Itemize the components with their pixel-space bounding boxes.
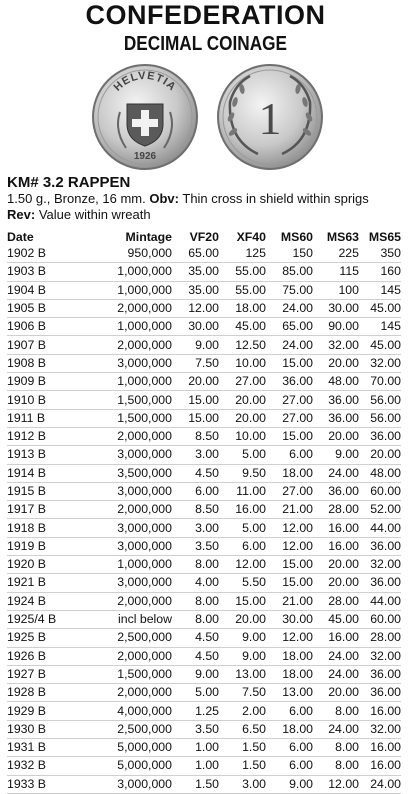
table-cell: 12.00 [219,556,266,574]
table-cell: 18.00 [219,299,266,317]
table-cell: 1925/4 B [7,610,69,628]
table-cell: 1.25 [172,702,219,720]
table-cell: 12.00 [266,519,313,537]
table-cell: 24.00 [313,647,359,665]
table-cell: 1,500,000 [69,391,172,409]
table-cell: 1.00 [172,757,219,775]
table-cell: 36.00 [266,373,313,391]
table-cell: 45.00 [219,318,266,336]
rev-label: Rev: [7,207,36,222]
table-cell: 8.50 [172,501,219,519]
table-cell: 24.00 [266,299,313,317]
table-cell: incl below [69,610,172,628]
table-cell: 20.00 [219,610,266,628]
table-cell: 15.00 [172,391,219,409]
table-cell: 3.50 [172,720,219,738]
table-cell: 44.00 [359,519,401,537]
table-cell: 24.00 [313,464,359,482]
table-cell: 52.00 [359,501,401,519]
table-cell: 30.00 [172,318,219,336]
table-cell: 21.00 [266,501,313,519]
table-cell: 225 [313,245,359,263]
table-cell: 1913 B [7,446,69,464]
table-cell: 32.00 [359,720,401,738]
table-body [7,245,401,793]
table-row [7,373,401,391]
table-row [7,427,401,445]
table-row [7,684,401,702]
table-cell: 90.00 [313,318,359,336]
table-cell: 9.00 [313,446,359,464]
table-cell: 1931 B [7,739,69,757]
table-cell: 6.00 [172,482,219,500]
table-cell: 3,000,000 [69,482,172,500]
table-cell: 8.00 [172,556,219,574]
table-row [7,610,401,628]
table-cell: 27.00 [266,409,313,427]
table-cell: 1933 B [7,775,69,793]
table-cell: 350 [359,245,401,263]
table-cell: 24.00 [313,665,359,683]
table-cell: 45.00 [359,336,401,354]
table-cell: 36.00 [359,574,401,592]
table-cell: 16.00 [313,629,359,647]
table-cell: 9.00 [219,629,266,647]
header-date: Date [7,229,34,244]
table-cell: 1,000,000 [69,556,172,574]
table-cell: 3,000,000 [69,446,172,464]
catalog-number: KM# 3.2 RAPPEN [7,174,131,191]
table-cell: 36.00 [359,684,401,702]
table-cell: 6.00 [266,446,313,464]
table-cell: 55.00 [219,263,266,281]
table-cell: 1,000,000 [69,263,172,281]
table-cell: 30.00 [266,610,313,628]
table-cell: 9.00 [266,775,313,793]
page-title: CONFEDERATION [85,0,326,30]
table-row [7,537,401,555]
table-cell: 24.00 [359,775,401,793]
table-cell: 16.00 [313,519,359,537]
table-cell: 9.00 [219,647,266,665]
table-row [7,629,401,647]
table-cell: 3.00 [172,519,219,537]
table-cell: 9.00 [172,336,219,354]
table-cell: 32.00 [359,647,401,665]
table-cell: 65.00 [266,318,313,336]
table-cell: 18.00 [266,665,313,683]
table-cell: 8.00 [313,739,359,757]
table-cell: 125 [219,245,266,263]
rev-text: Value within wreath [38,207,151,222]
table-cell: 2,000,000 [69,684,172,702]
table-cell: 36.00 [359,427,401,445]
table-cell: 1.50 [219,757,266,775]
table-cell: 1.00 [172,739,219,757]
obverse-coin [93,65,197,169]
table-cell: 2,500,000 [69,629,172,647]
table-cell: 2,000,000 [69,647,172,665]
table-cell: 30.00 [313,299,359,317]
table-cell: 3.00 [219,775,266,793]
table-cell: 2,500,000 [69,720,172,738]
header-xf40: XF40 [236,229,266,244]
table-cell: 16.00 [313,537,359,555]
table-cell: 3.50 [172,537,219,555]
table-cell: 6.00 [266,757,313,775]
coin-specs [7,191,369,207]
table-cell: 2,000,000 [69,336,172,354]
obv-label: Obv: [149,191,179,206]
table-cell: 1924 B [7,592,69,610]
table-cell: 8.00 [313,757,359,775]
table-cell: 1.50 [219,739,266,757]
table-row [7,409,401,427]
table-cell: 5.00 [219,519,266,537]
table-cell: 1919 B [7,537,69,555]
table-cell: 1.50 [172,775,219,793]
table-cell: 36.00 [313,482,359,500]
table-cell: 18.00 [266,464,313,482]
table-cell: 20.00 [313,427,359,445]
table-cell: 5,000,000 [69,739,172,757]
header-ms60: MS60 [280,229,313,244]
table-cell: 15.00 [266,574,313,592]
table-cell: 20.00 [219,391,266,409]
mintage-price-table [7,228,401,794]
coin-images [90,62,325,172]
table-cell: 1902 B [7,245,69,263]
table-cell: 1927 B [7,665,69,683]
table-cell: 1905 B [7,299,69,317]
table-cell: 15.00 [266,556,313,574]
table-cell: 150 [266,245,313,263]
table-cell: 21.00 [266,592,313,610]
table-row [7,354,401,372]
table-row [7,446,401,464]
obverse-date-text: 1926 [133,151,157,162]
table-cell: 75.00 [266,281,313,299]
table-cell: 32.00 [313,336,359,354]
table-cell: 6.00 [266,739,313,757]
table-row [7,281,401,299]
table-cell: 60.00 [359,610,401,628]
table-row [7,574,401,592]
table-cell: 2.00 [219,702,266,720]
table-cell: 1921 B [7,574,69,592]
table-row [7,702,401,720]
table-cell: 27.00 [219,373,266,391]
table-cell: 28.00 [313,501,359,519]
table-cell: 6.00 [219,537,266,555]
table-cell: 3,500,000 [69,464,172,482]
table-cell: 4.50 [172,464,219,482]
obv-text: Thin cross in shield within sprigs [182,191,369,206]
table-cell: 8.50 [172,427,219,445]
table-cell: 15.00 [219,592,266,610]
table-cell: 11.00 [219,482,266,500]
table-cell: 3.00 [172,446,219,464]
reverse-coin [218,65,322,169]
header-ms63: MS63 [326,229,359,244]
table-cell: 56.00 [359,391,401,409]
table-cell: 2,000,000 [69,299,172,317]
table-cell: 1,000,000 [69,318,172,336]
header-ms65: MS65 [368,229,401,244]
table-cell: 24.00 [266,336,313,354]
table-cell: 20.00 [313,556,359,574]
table-cell: 12.50 [219,336,266,354]
table-cell: 20.00 [219,409,266,427]
table-cell: 45.00 [313,610,359,628]
table-cell: 32.00 [359,556,401,574]
header-vf20: VF20 [189,229,219,244]
table-cell: 16.00 [359,757,401,775]
obverse-legend-text: HELVETIA [111,69,179,94]
table-cell: 4,000,000 [69,702,172,720]
table-row [7,299,401,317]
table-cell: 3,000,000 [69,574,172,592]
table-cell: 1914 B [7,464,69,482]
table-cell: 5.00 [172,684,219,702]
table-cell: 20.00 [313,684,359,702]
table-cell: 9.50 [219,464,266,482]
table-cell: 48.00 [313,373,359,391]
table-cell: 44.00 [359,592,401,610]
table-cell: 27.00 [266,391,313,409]
table-cell: 1910 B [7,391,69,409]
reverse-description [7,207,151,223]
table-cell: 36.00 [359,665,401,683]
table-cell: 2,000,000 [69,427,172,445]
table-cell: 3,000,000 [69,775,172,793]
table-cell: 15.00 [266,427,313,445]
table-cell: 18.00 [266,720,313,738]
table-cell: 1903 B [7,263,69,281]
table-cell: 8.00 [172,592,219,610]
table-cell: 145 [359,281,401,299]
table-cell: 1925 B [7,629,69,647]
table-cell: 1929 B [7,702,69,720]
table-cell: 1909 B [7,373,69,391]
table-cell: 9.00 [172,665,219,683]
header-mintage: Mintage [125,229,172,244]
table-cell: 1,000,000 [69,373,172,391]
table-cell: 56.00 [359,409,401,427]
specs-text: 1.50 g., Bronze, 16 mm. [7,191,146,206]
table-cell: 3,000,000 [69,354,172,372]
table-cell: 1928 B [7,684,69,702]
page-subtitle: DECIMAL COINAGE [123,33,287,55]
table-cell: 1,500,000 [69,409,172,427]
table-cell: 24.00 [313,720,359,738]
table-cell: 15.00 [172,409,219,427]
table-row [7,739,401,757]
table-cell: 1918 B [7,519,69,537]
table-row [7,318,401,336]
table-cell: 100 [313,281,359,299]
table-cell: 1917 B [7,501,69,519]
table-cell: 60.00 [359,482,401,500]
table-row [7,775,401,793]
table-cell: 16.00 [359,739,401,757]
table-cell: 1907 B [7,336,69,354]
table-cell: 7.50 [219,684,266,702]
table-row [7,665,401,683]
table-cell: 1932 B [7,757,69,775]
table-row [7,519,401,537]
table-cell: 48.00 [359,464,401,482]
table-cell: 4.50 [172,647,219,665]
table-row [7,482,401,500]
table-cell: 1926 B [7,647,69,665]
table-cell: 20.00 [359,446,401,464]
table-cell: 12.00 [266,537,313,555]
table-cell: 45.00 [359,299,401,317]
table-cell: 115 [313,263,359,281]
table-cell: 1,500,000 [69,665,172,683]
table-row [7,336,401,354]
table-cell: 12.00 [266,629,313,647]
table-cell: 4.00 [172,574,219,592]
table-cell: 12.00 [172,299,219,317]
table-cell: 15.00 [266,354,313,372]
table-row [7,464,401,482]
table-row [7,391,401,409]
table-cell: 5,000,000 [69,757,172,775]
table-row [7,556,401,574]
table-cell: 70.00 [359,373,401,391]
table-row [7,592,401,610]
table-cell: 16.00 [219,501,266,519]
table-cell: 1906 B [7,318,69,336]
table-cell: 6.00 [266,702,313,720]
table-cell: 16.00 [359,702,401,720]
table-row [7,757,401,775]
table-cell: 160 [359,263,401,281]
table-cell: 950,000 [69,245,172,263]
table-cell: 1915 B [7,482,69,500]
table-cell: 10.00 [219,427,266,445]
table-cell: 145 [359,318,401,336]
table-cell: 3,000,000 [69,519,172,537]
table-cell: 1904 B [7,281,69,299]
table-row [7,501,401,519]
table-cell: 1908 B [7,354,69,372]
table-cell: 13.00 [266,684,313,702]
table-cell: 35.00 [172,281,219,299]
table-cell: 5.50 [219,574,266,592]
table-cell: 7.50 [172,354,219,372]
reverse-value-text: 1 [258,93,282,144]
table-cell: 1920 B [7,556,69,574]
table-cell: 32.00 [359,354,401,372]
table-cell: 1930 B [7,720,69,738]
table-cell: 36.00 [313,409,359,427]
table-cell: 8.00 [172,610,219,628]
table-cell: 3,000,000 [69,537,172,555]
table-cell: 27.00 [266,482,313,500]
table-cell: 85.00 [266,263,313,281]
table-cell: 12.00 [313,775,359,793]
table-row [7,647,401,665]
table-cell: 1912 B [7,427,69,445]
table-cell: 20.00 [313,574,359,592]
table-cell: 28.00 [359,629,401,647]
table-cell: 4.50 [172,629,219,647]
table-cell: 1911 B [7,409,69,427]
table-cell: 13.00 [219,665,266,683]
table-cell: 55.00 [219,281,266,299]
table-cell: 1,000,000 [69,281,172,299]
table-cell: 5.00 [219,446,266,464]
table-row [7,263,401,281]
table-cell: 6.50 [219,720,266,738]
table-row [7,720,401,738]
table-row [7,245,401,263]
table-cell: 36.00 [313,391,359,409]
table-cell: 2,000,000 [69,592,172,610]
table-cell: 8.00 [313,702,359,720]
table-cell: 18.00 [266,647,313,665]
table-cell: 28.00 [313,592,359,610]
table-cell: 65.00 [172,245,219,263]
table-cell: 35.00 [172,263,219,281]
table-cell: 36.00 [359,537,401,555]
table-cell: 20.00 [172,373,219,391]
table-cell: 10.00 [219,354,266,372]
table-header-row [7,228,401,245]
table-cell: 20.00 [313,354,359,372]
table-cell: 2,000,000 [69,501,172,519]
